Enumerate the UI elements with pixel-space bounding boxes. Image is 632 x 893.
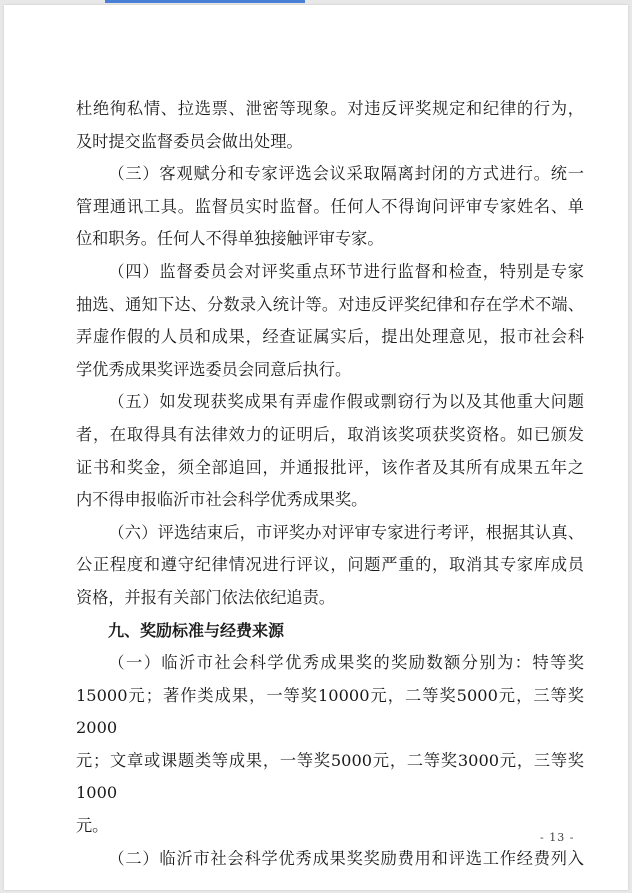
text-line: 位和职务。任何人不得单独接触评审专家。 xyxy=(76,229,384,249)
text-line: 及时提交监督委员会做出处理。 xyxy=(76,131,303,151)
text-line: 元；文章或课题类等成果，一等奖5000元，二等奖3000元，三等奖1000 xyxy=(76,750,584,803)
text-line: 学优秀成果奖评选委员会同意后执行。 xyxy=(76,359,352,379)
viewer-top-accent xyxy=(105,0,305,3)
text-line: 资格，并报有关部门依法依纪追责。 xyxy=(76,587,335,607)
text-line: 管理通讯工具。监督员实时监督。任何人不得询问评审专家姓名、单 xyxy=(76,196,584,216)
text-line: 内不得申报临沂市社会科学优秀成果奖。 xyxy=(76,490,368,510)
text-line: 者，在取得具有法律效力的证明后，取消该奖项获奖资格。如已颁发 xyxy=(76,424,584,444)
text-line: 弄虚作假的人员和成果，经查证属实后，提出处理意见，报市社会科 xyxy=(76,327,584,347)
section-heading: 九、奖励标准与经费来源 xyxy=(108,620,285,640)
text-line: 抽选、通知下达、分数录入统计等。对违反评奖纪律和存在学术不端、 xyxy=(76,294,584,314)
text-line: 证书和奖金，须全部追回，并通报批评，该作者及其所有成果五年之 xyxy=(76,457,584,477)
text-line: （四）监督委员会对评奖重点环节进行监督和检查，特别是专家 xyxy=(108,261,584,281)
text-line: 公正程度和遵守纪律情况进行评议，问题严重的，取消其专家库成员 xyxy=(76,555,584,575)
text-line: （一）临沂市社会科学优秀成果奖的奖励数额分别为：特等奖 xyxy=(108,653,584,673)
document-page xyxy=(4,5,628,890)
text-line: （六）评选结束后，市评奖办对评审专家进行考评，根据其认真、 xyxy=(108,522,584,542)
text-line: 15000元；著作类成果，一等奖10000元，二等奖5000元，三等奖2000 xyxy=(76,685,584,738)
text-line: （二）临沂市社会科学优秀成果奖奖励费用和评选工作经费列入 xyxy=(108,848,584,868)
text-line: 杜绝徇私情、拉选票、泄密等现象。对违反评奖规定和纪律的行为， xyxy=(76,99,584,118)
text-line: （三）客观赋分和专家评选会议采取隔离封闭的方式进行。统一 xyxy=(108,164,584,184)
text-line: （五）如发现获奖成果有弄虚作假或剽窃行为以及其他重大问题 xyxy=(108,392,584,412)
document-body xyxy=(76,93,584,875)
page-number: - 13 - xyxy=(540,831,575,844)
text-line: 元。 xyxy=(76,816,109,836)
